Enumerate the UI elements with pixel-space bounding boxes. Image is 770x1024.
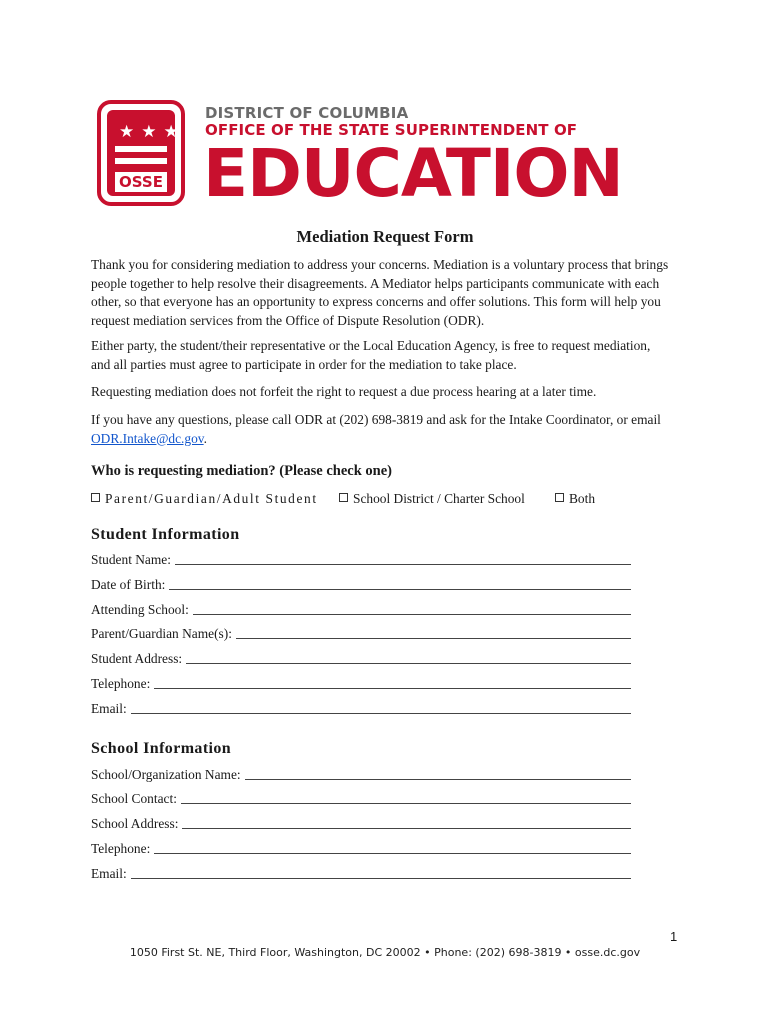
student-section-heading: Student Information bbox=[91, 526, 240, 543]
contact-text: If you have any questions, please call ODR at (202) 698-3819 and ask for the Intake Coordinator, or email bbox=[91, 412, 661, 427]
flag-stripe bbox=[115, 146, 167, 152]
blank-line[interactable] bbox=[175, 564, 631, 565]
option-parent[interactable] bbox=[91, 491, 318, 507]
field-label: Email: bbox=[91, 866, 127, 881]
badge-text: OSSE bbox=[115, 172, 167, 192]
organization-name-field[interactable] bbox=[91, 765, 631, 783]
email-link[interactable]: ODR.Intake@dc.gov bbox=[91, 430, 204, 446]
requester-question: Who is requesting mediation? (Please check one) bbox=[91, 463, 392, 479]
blank-line[interactable] bbox=[154, 853, 631, 854]
student-name-field[interactable] bbox=[91, 550, 631, 568]
field-label: School/Organization Name: bbox=[91, 767, 241, 782]
logo-education: EDUCATION bbox=[203, 135, 623, 212]
school-email-field[interactable] bbox=[91, 864, 631, 882]
option-label: School District / Charter School bbox=[353, 491, 525, 506]
student-address-field[interactable] bbox=[91, 649, 631, 667]
field-label: Attending School: bbox=[91, 602, 189, 617]
student-email-field[interactable] bbox=[91, 699, 631, 717]
field-label: Student Address: bbox=[91, 651, 183, 666]
blank-line[interactable] bbox=[193, 614, 631, 615]
checkbox-icon[interactable] bbox=[555, 493, 564, 502]
field-label: Parent/Guardian Name(s): bbox=[91, 626, 232, 641]
date-of-birth-field[interactable] bbox=[91, 575, 631, 593]
field-label: Student Name: bbox=[91, 552, 171, 567]
flag-stripe bbox=[115, 158, 167, 164]
option-both[interactable] bbox=[555, 491, 595, 507]
field-label: Date of Birth: bbox=[91, 577, 166, 592]
blank-line[interactable] bbox=[186, 663, 631, 664]
school-contact-field[interactable] bbox=[91, 789, 631, 807]
blank-line[interactable] bbox=[245, 779, 631, 780]
blank-line[interactable] bbox=[181, 803, 631, 804]
contact-period: . bbox=[203, 430, 207, 446]
parties-paragraph: Either party, the student/their representative or the Local Education Agency, is free to request mediation, and all parties must agree to participate in order for the mediation to take place. bbox=[91, 338, 651, 372]
intro-paragraph: Thank you for considering mediation to address your concerns. Mediation is a voluntary process that brings people together to help resolve their disagreements. A Mediator helps participants communicate with each other, so that everyone has an opportunity to express concerns and offer solutions. This form will help you request mediation services from the Office of Dispute Resolution (ODR). bbox=[91, 257, 669, 328]
attending-school-field[interactable] bbox=[91, 600, 631, 618]
logo-district: DISTRICT OF COLUMBIA bbox=[205, 104, 409, 122]
page-number: 1 bbox=[670, 929, 678, 944]
due-process-paragraph: Requesting mediation does not forfeit the right to request a due process hearing at a later time. bbox=[91, 384, 597, 399]
guardian-name-field[interactable] bbox=[91, 624, 631, 642]
blank-line[interactable] bbox=[169, 589, 631, 590]
page-footer: 1050 First St. NE, Third Floor, Washington, DC 20002 • Phone: (202) 698-3819 • osse.dc.gov bbox=[129, 946, 641, 959]
blank-line[interactable] bbox=[236, 638, 631, 639]
school-telephone-field[interactable] bbox=[91, 839, 631, 857]
blank-line[interactable] bbox=[131, 878, 631, 879]
osse-logo bbox=[97, 100, 637, 212]
field-label: Email: bbox=[91, 701, 127, 716]
blank-line[interactable] bbox=[154, 688, 631, 689]
blank-line[interactable] bbox=[182, 828, 631, 829]
blank-line[interactable] bbox=[131, 713, 631, 714]
field-label: Telephone: bbox=[91, 676, 151, 691]
stars-icon: ★★★ bbox=[119, 122, 186, 142]
student-telephone-field[interactable] bbox=[91, 674, 631, 692]
logo-office: OFFICE OF THE STATE SUPERINTENDENT OF bbox=[205, 121, 578, 139]
field-label: School Address: bbox=[91, 816, 179, 831]
field-label: School Contact: bbox=[91, 791, 177, 806]
school-address-field[interactable] bbox=[91, 814, 631, 832]
contact-paragraph bbox=[91, 411, 671, 448]
checkbox-icon[interactable] bbox=[91, 493, 100, 502]
checkbox-icon[interactable] bbox=[339, 493, 348, 502]
option-label: Parent/Guardian/Adult Student bbox=[105, 491, 318, 506]
form-title: Mediation Request Form bbox=[296, 227, 474, 246]
osse-badge bbox=[97, 100, 185, 206]
option-school-district[interactable] bbox=[339, 491, 525, 507]
school-section-heading: School Information bbox=[91, 740, 232, 757]
field-label: Telephone: bbox=[91, 841, 151, 856]
option-label: Both bbox=[569, 491, 596, 506]
